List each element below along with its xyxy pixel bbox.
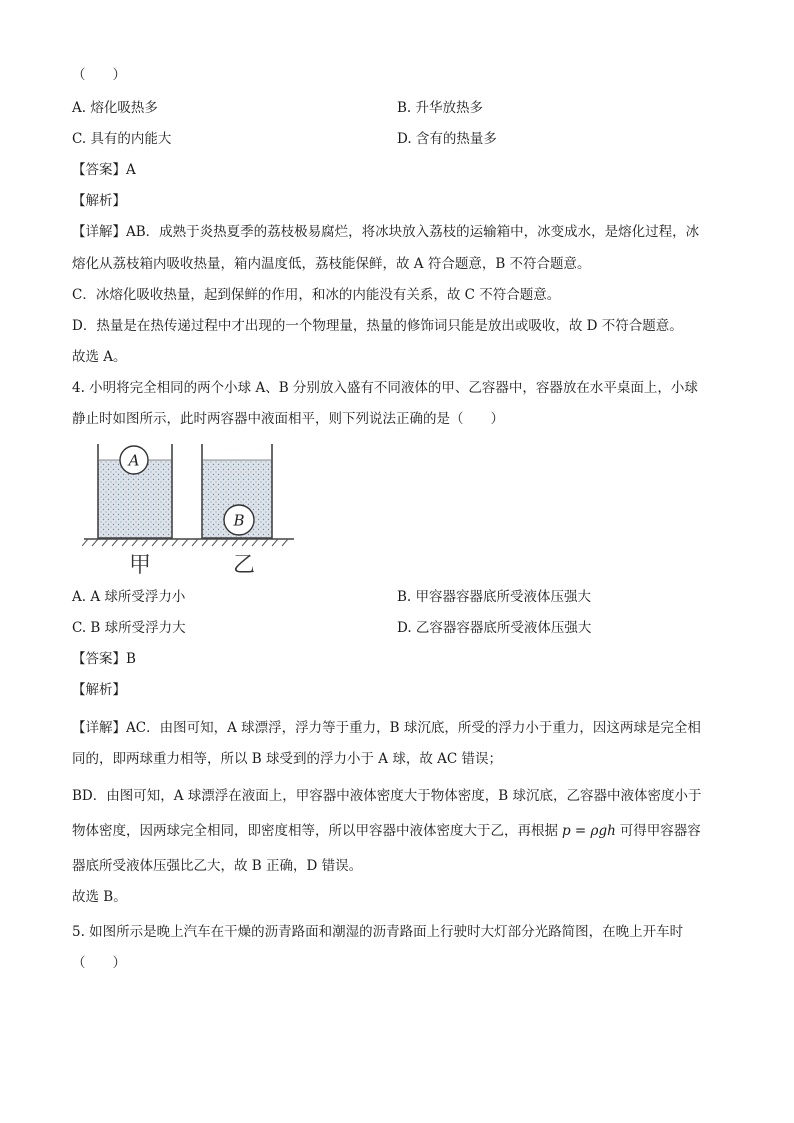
q4-detail-line: 器底所受液体压强比乙大，故 B 正确，D 错误。 <box>72 858 363 874</box>
container-left-label: 甲 <box>128 553 152 578</box>
q4-option-c: C. B 球所受浮力大 <box>72 620 186 636</box>
q4-detail-line: BD．由图可知，A 球漂浮在液面上，甲容器中液体密度大于物体密度，B 球沉底，乙容器中液体密度小于 <box>72 788 702 804</box>
ball-b-label: B <box>233 511 245 530</box>
q4-detail-line-with-formula <box>72 822 701 840</box>
q3-detail-line: 故选 A。 <box>72 349 127 365</box>
q3-answer: 【答案】A <box>72 162 136 178</box>
q4-detail-line: 同的，即两球重力相等，所以 B 球受到的浮力小于 A 球，故 AC 错误； <box>72 751 502 767</box>
q3-detail-line: 【详解】AB．成熟于炎热夏季的荔枝极易腐烂，将冰块放入荔枝的运输箱中，冰变成水，是熔化过程，冰 <box>72 224 700 240</box>
container-right-label: 乙 <box>232 553 256 578</box>
q4-detail-line: 【详解】AC．由图可知，A 球漂浮，浮力等于重力，B 球沉底，所受的浮力小于重力，因这两球是完全相 <box>72 720 701 736</box>
q3-detail-line: 熔化从荔枝箱内吸收热量，箱内温度低，荔枝能保鲜，故 A 符合题意，B 不符合题意。 <box>72 256 591 272</box>
q4-option-a: A. A 球所受浮力小 <box>72 589 186 605</box>
q4-answer: 【答案】B <box>72 651 136 667</box>
q5-stem-line: 5. 如图所示是晚上汽车在干燥的沥青路面和潮湿的沥青路面上行驶时大灯部分光路简图，在晚上开车时 <box>72 924 684 940</box>
q3-detail-line: D．热量是在热传递过程中才出现的一个物理量，热量的修饰词只能是放出或吸收，故 D 不符合题意。 <box>72 318 683 334</box>
q4-detail-text: 可得甲容器容 <box>619 823 701 839</box>
q3-option-c: C. 具有的内能大 <box>72 131 172 147</box>
q4-option-b: B. 甲容器容器底所受液体压强大 <box>397 589 592 605</box>
q4-option-d: D. 乙容器容器底所受液体压强大 <box>397 620 592 636</box>
q3-analysis-label: 【解析】 <box>72 193 126 209</box>
q3-option-a: A. 熔化吸热多 <box>72 100 158 116</box>
pressure-formula: p = ρgh <box>562 823 616 839</box>
q4-detail-line: 故选 B。 <box>72 889 127 905</box>
q3-detail-line: C．冰熔化吸收热量，起到保鲜的作用，和冰的内能没有关系，故 C 不符合题意。 <box>72 287 561 303</box>
ball-a-label: A <box>128 451 140 470</box>
q4-stem-line: 静止时如图所示，此时两容器中液面相平，则下列说法正确的是（ ） <box>72 411 504 427</box>
table-hatching <box>82 539 288 546</box>
q4-analysis-label: 【解析】 <box>72 682 126 698</box>
q4-figure <box>82 438 302 578</box>
q4-detail-text: 物体密度，因两球完全相同，即密度相等，所以甲容器中液体密度大于乙，再根据 <box>72 823 558 839</box>
q4-stem-line: 4. 小明将完全相同的两个小球 A、B 分别放入盛有不同液体的甲、乙容器中，容器放在水平桌面上，小球 <box>72 380 698 396</box>
q3-option-d: D. 含有的热量多 <box>397 131 497 147</box>
q3-option-b: B. 升华放热多 <box>397 100 484 116</box>
q3-paren: （ ） <box>72 67 126 83</box>
q5-stem-line: （ ） <box>72 955 126 971</box>
